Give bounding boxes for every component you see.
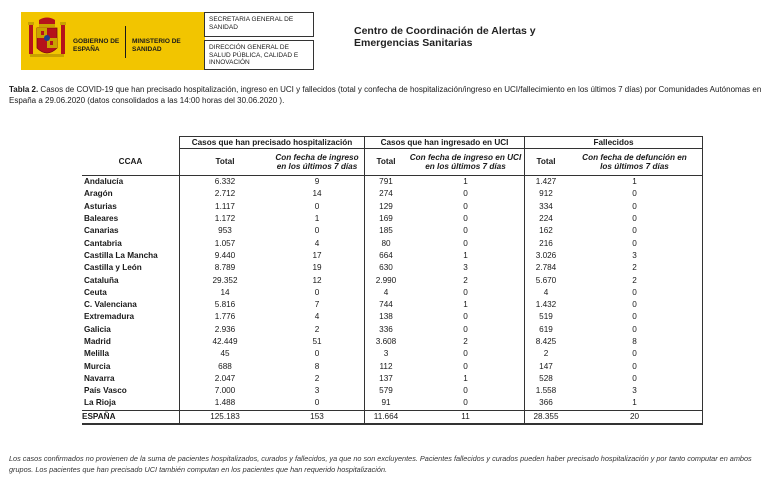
hosp-7d-cell: 1 bbox=[314, 214, 320, 224]
group-header-hospitalizacion: Casos que han precisado hospitalización bbox=[180, 137, 365, 149]
table-row bbox=[82, 311, 703, 323]
hosp-total-cell: 14 bbox=[180, 287, 271, 299]
subheader-hosp-7d bbox=[270, 149, 365, 176]
hosp-total-cell: 7.000 bbox=[180, 385, 271, 397]
subheader-fall-7d bbox=[567, 149, 703, 176]
fall-total-cell: 224 bbox=[525, 213, 568, 225]
uci-total-cell: 630 bbox=[365, 262, 408, 274]
fall-7d-cell: 1 bbox=[567, 397, 703, 410]
fall-7d-cell: 0 bbox=[567, 324, 703, 336]
total-row bbox=[82, 410, 703, 424]
table-row bbox=[82, 324, 703, 336]
ccaa-name-cell: Baleares bbox=[84, 214, 119, 224]
uci-total-cell: 791 bbox=[365, 176, 408, 189]
hosp-7d-cell: 0 bbox=[314, 226, 320, 236]
fall-total-cell: 162 bbox=[525, 225, 568, 237]
uci-7d-cell: 0 bbox=[463, 361, 468, 371]
logo-divider bbox=[125, 26, 126, 58]
ccaa-name-cell: La Rioja bbox=[82, 397, 180, 410]
spain-coat-of-arms-icon bbox=[27, 16, 67, 66]
ccaa-name-cell: Murcia bbox=[84, 361, 111, 371]
uci-7d-cell: 0 bbox=[463, 238, 468, 248]
fall-7d-cell: 3 bbox=[567, 250, 703, 262]
table-row bbox=[82, 274, 703, 286]
caption-text: Casos de COVID-19 que han precisado hospitalización, ingreso en UCI y fallecidos (total y confecha de hospitalización/ingreso en UCI/fallecimiento en los últimos 7 días) por Comunidades Autónomas en España a 29.06.2020 (datos consolidados a las 14:00 horas del 30.06.2020 ). bbox=[9, 85, 762, 105]
ccaa-name-cell: Castilla y León bbox=[84, 263, 142, 273]
fall-total-cell: 1.427 bbox=[525, 176, 568, 189]
fall-total-cell: 8.425 bbox=[525, 336, 568, 348]
ccaa-name-cell: Extremadura bbox=[84, 312, 135, 322]
fall-7d-cell: 0 bbox=[567, 299, 703, 311]
covid-table bbox=[82, 136, 703, 425]
document-header bbox=[12, 8, 772, 76]
table-row bbox=[82, 237, 703, 249]
ccaa-name-cell: Galicia bbox=[84, 324, 111, 334]
hosp-total-cell: 5.816 bbox=[180, 299, 271, 311]
uci-7d-cell: 0 bbox=[463, 214, 468, 224]
fall-total-cell: 912 bbox=[525, 188, 568, 200]
uci-total-cell: 3 bbox=[365, 348, 408, 360]
uci-7d-cell: 0 bbox=[463, 226, 468, 236]
ccaa-name-cell: País Vasco bbox=[84, 386, 127, 396]
uci-total-cell: 2.990 bbox=[365, 274, 408, 286]
uci-7d-cell: 0 bbox=[463, 324, 468, 334]
uci-total-cell: 4 bbox=[365, 287, 408, 299]
subheader-fall-7d-text: Con fecha de defunción en los últimos 7 días bbox=[582, 152, 687, 171]
ccaa-header: CCAA bbox=[82, 149, 180, 176]
hosp-total-cell: 2.047 bbox=[180, 373, 271, 385]
footnote: Los casos confirmados no provienen de la suma de pacientes hospitalizados, curados y fallecidos, ya que no son excluyentes. Pacientes fallecidos y curados pueden haber precisado hospitalización y por tanto computar en ambos grupos. Los pacientes que han precisado UCI también computan en los pacientes que han requerido hospitalización. bbox=[9, 454, 752, 474]
table-row bbox=[82, 250, 703, 262]
group-header-uci: Casos que han ingresado en UCI bbox=[365, 137, 525, 149]
hosp-7d-cell: 7 bbox=[314, 300, 320, 310]
hosp-total-cell: 9.440 bbox=[180, 250, 271, 262]
ministerio-label: MINISTERIO DE SANIDAD bbox=[132, 38, 181, 53]
hosp-total-cell: 1.117 bbox=[180, 201, 271, 213]
hosp-7d-cell: 4 bbox=[314, 312, 320, 322]
fall-total-cell: 5.670 bbox=[525, 274, 568, 286]
ministry-logo-banner bbox=[21, 12, 205, 70]
total-fall-7d: 20 bbox=[567, 410, 703, 424]
subheader-fall-total: Total bbox=[525, 149, 568, 176]
hosp-total-cell: 688 bbox=[180, 360, 271, 372]
fall-7d-cell: 3 bbox=[567, 385, 703, 397]
fall-7d-cell: 0 bbox=[567, 237, 703, 249]
subheader-uci-7d-text: Con fecha de ingreso en UCI en los últimos 7 días bbox=[409, 152, 522, 171]
fall-total-cell: 147 bbox=[525, 360, 568, 372]
table-row bbox=[82, 262, 703, 274]
hosp-7d-cell: 3 bbox=[314, 386, 320, 396]
uci-total-cell: 137 bbox=[365, 373, 408, 385]
total-hosp-7d: 153 bbox=[270, 410, 365, 424]
group-header-fallecidos: Fallecidos bbox=[525, 137, 703, 149]
table-row bbox=[82, 201, 703, 213]
hosp-7d-cell: 0 bbox=[314, 287, 320, 297]
centro-title: Centro de Coordinación de Alertas y Emergencias Sanitarias bbox=[354, 25, 536, 49]
hosp-7d-cell: 14 bbox=[312, 189, 322, 199]
hosp-7d-cell: 12 bbox=[312, 275, 322, 285]
uci-total-cell: 138 bbox=[365, 311, 408, 323]
total-fall: 28.355 bbox=[525, 410, 568, 424]
uci-7d-cell: 0 bbox=[463, 287, 468, 297]
uci-total-cell: 169 bbox=[365, 213, 408, 225]
fall-7d-cell: 8 bbox=[567, 336, 703, 348]
fall-total-cell: 334 bbox=[525, 201, 568, 213]
hosp-total-cell: 1.172 bbox=[180, 213, 271, 225]
fall-total-cell: 1.432 bbox=[525, 299, 568, 311]
table-row bbox=[82, 385, 703, 397]
fall-7d-cell: 0 bbox=[567, 225, 703, 237]
uci-7d-cell: 0 bbox=[463, 386, 468, 396]
uci-7d-cell: 0 bbox=[463, 349, 468, 359]
hosp-7d-cell: 8 bbox=[314, 361, 320, 371]
hosp-total-cell: 1.057 bbox=[180, 237, 271, 249]
hosp-total-cell: 2.712 bbox=[180, 188, 271, 200]
uci-7d-cell: 1 bbox=[463, 177, 468, 187]
table-row bbox=[82, 225, 703, 237]
uci-total-cell: 3.608 bbox=[365, 336, 408, 348]
table-row bbox=[82, 397, 703, 410]
total-name: ESPAÑA bbox=[82, 410, 180, 424]
uci-total-cell: 185 bbox=[365, 225, 408, 237]
department-boxes bbox=[204, 12, 314, 73]
uci-7d-cell: 0 bbox=[407, 397, 525, 410]
secretaria-box: SECRETARIA GENERAL DE SANIDAD bbox=[204, 12, 314, 37]
uci-7d-cell: 2 bbox=[463, 337, 468, 346]
table-row bbox=[82, 176, 703, 189]
fall-7d-cell: 0 bbox=[567, 348, 703, 360]
uci-total-cell: 129 bbox=[365, 201, 408, 213]
uci-total-cell: 91 bbox=[365, 397, 408, 410]
subheader-hosp-7d-text: Con fecha de ingreso en los últimos 7 días bbox=[275, 152, 359, 171]
ccaa-name-cell: Castilla La Mancha bbox=[84, 250, 158, 260]
hosp-total-cell: 1.488 bbox=[180, 397, 271, 410]
ccaa-name-cell: Asturias bbox=[84, 201, 117, 211]
uci-total-cell: 579 bbox=[365, 385, 408, 397]
fall-total-cell: 216 bbox=[525, 237, 568, 249]
table-row bbox=[82, 188, 703, 200]
total-uci: 11.664 bbox=[365, 410, 408, 424]
hosp-7d-cell: 51 bbox=[312, 337, 322, 346]
total-hosp: 125.183 bbox=[180, 410, 271, 424]
hosp-7d-cell: 0 bbox=[314, 201, 320, 211]
fall-total-cell: 619 bbox=[525, 324, 568, 336]
table-row bbox=[82, 299, 703, 311]
uci-total-cell: 744 bbox=[365, 299, 408, 311]
table-row bbox=[82, 213, 703, 225]
uci-7d-cell: 2 bbox=[463, 275, 468, 285]
fall-7d-cell: 0 bbox=[567, 287, 703, 299]
fall-7d-cell: 0 bbox=[567, 201, 703, 213]
table-row bbox=[82, 287, 703, 299]
fall-7d-cell: 0 bbox=[567, 360, 703, 372]
hosp-total-cell: 42.449 bbox=[180, 336, 271, 348]
hosp-total-cell: 45 bbox=[180, 348, 271, 360]
hosp-total-cell: 8.789 bbox=[180, 262, 271, 274]
fall-7d-cell: 0 bbox=[567, 213, 703, 225]
fall-7d-cell: 0 bbox=[567, 311, 703, 323]
total-uci-7d: 11 bbox=[407, 410, 525, 424]
header-blank bbox=[82, 137, 180, 149]
table-row bbox=[82, 336, 703, 348]
fall-total-cell: 3.026 bbox=[525, 250, 568, 262]
ccaa-name-cell: Navarra bbox=[84, 373, 115, 383]
hosp-7d-cell: 9 bbox=[314, 177, 320, 187]
ccaa-name-cell: Melilla bbox=[84, 349, 110, 359]
fall-total-cell: 2.784 bbox=[525, 262, 568, 274]
uci-7d-cell: 0 bbox=[463, 201, 468, 211]
fall-total-cell: 366 bbox=[525, 397, 568, 410]
hosp-total-cell: 29.352 bbox=[180, 274, 271, 286]
hosp-total-cell: 1.776 bbox=[180, 311, 271, 323]
uci-total-cell: 80 bbox=[365, 237, 408, 249]
ccaa-name-cell: Canarias bbox=[84, 226, 119, 236]
uci-7d-cell: 1 bbox=[463, 373, 468, 383]
uci-7d-cell: 1 bbox=[463, 300, 468, 310]
hosp-total-cell: 953 bbox=[180, 225, 271, 237]
uci-7d-cell: 0 bbox=[463, 189, 468, 199]
fall-total-cell: 1.558 bbox=[525, 385, 568, 397]
fall-7d-cell: 2 bbox=[567, 274, 703, 286]
gobierno-label: GOBIERNO DE ESPAÑA bbox=[73, 38, 120, 53]
fall-total-cell: 519 bbox=[525, 311, 568, 323]
fall-7d-cell: 2 bbox=[567, 262, 703, 274]
ccaa-name-cell: Ceuta bbox=[84, 287, 107, 297]
hosp-total-cell: 6.332 bbox=[180, 176, 271, 189]
hosp-7d-cell: 2 bbox=[314, 324, 320, 334]
direccion-box: DIRECCIÓN GENERAL DE SALUD PÚBLICA, CALIDAD E INNOVACIÓN bbox=[204, 40, 314, 70]
hosp-7d-cell: 0 bbox=[270, 397, 365, 410]
hosp-7d-cell: 19 bbox=[312, 263, 322, 273]
ccaa-name-cell: Madrid bbox=[84, 337, 111, 346]
table-row bbox=[82, 373, 703, 385]
ccaa-name-cell: Aragón bbox=[84, 189, 113, 199]
uci-total-cell: 112 bbox=[365, 360, 408, 372]
hosp-total-cell: 2.936 bbox=[180, 324, 271, 336]
ccaa-name-cell: Cantabria bbox=[84, 238, 122, 248]
fall-7d-cell: 0 bbox=[567, 373, 703, 385]
fall-7d-cell: 1 bbox=[567, 176, 703, 189]
fall-7d-cell: 0 bbox=[567, 188, 703, 200]
table-row bbox=[82, 348, 703, 360]
uci-7d-cell: 0 bbox=[463, 312, 468, 322]
fall-total-cell: 2 bbox=[525, 348, 568, 360]
uci-7d-cell: 1 bbox=[463, 250, 468, 260]
uci-total-cell: 274 bbox=[365, 188, 408, 200]
fall-total-cell: 528 bbox=[525, 373, 568, 385]
subheader-uci-total: Total bbox=[365, 149, 408, 176]
ccaa-name-cell: Cataluña bbox=[84, 275, 119, 285]
ccaa-name-cell: Andalucía bbox=[84, 177, 124, 187]
caption-label: Tabla 2. bbox=[9, 85, 39, 94]
uci-total-cell: 664 bbox=[365, 250, 408, 262]
hosp-7d-cell: 17 bbox=[312, 250, 322, 260]
uci-7d-cell: 3 bbox=[463, 263, 468, 273]
hosp-7d-cell: 0 bbox=[314, 349, 320, 359]
hosp-7d-cell: 2 bbox=[314, 373, 320, 383]
fall-total-cell: 4 bbox=[525, 287, 568, 299]
table-row bbox=[82, 360, 703, 372]
subheader-hosp-total: Total bbox=[180, 149, 271, 176]
subheader-uci-7d bbox=[407, 149, 525, 176]
table-caption bbox=[9, 84, 771, 106]
ccaa-name-cell: C. Valenciana bbox=[84, 300, 137, 310]
uci-total-cell: 336 bbox=[365, 324, 408, 336]
hosp-7d-cell: 4 bbox=[314, 238, 320, 248]
